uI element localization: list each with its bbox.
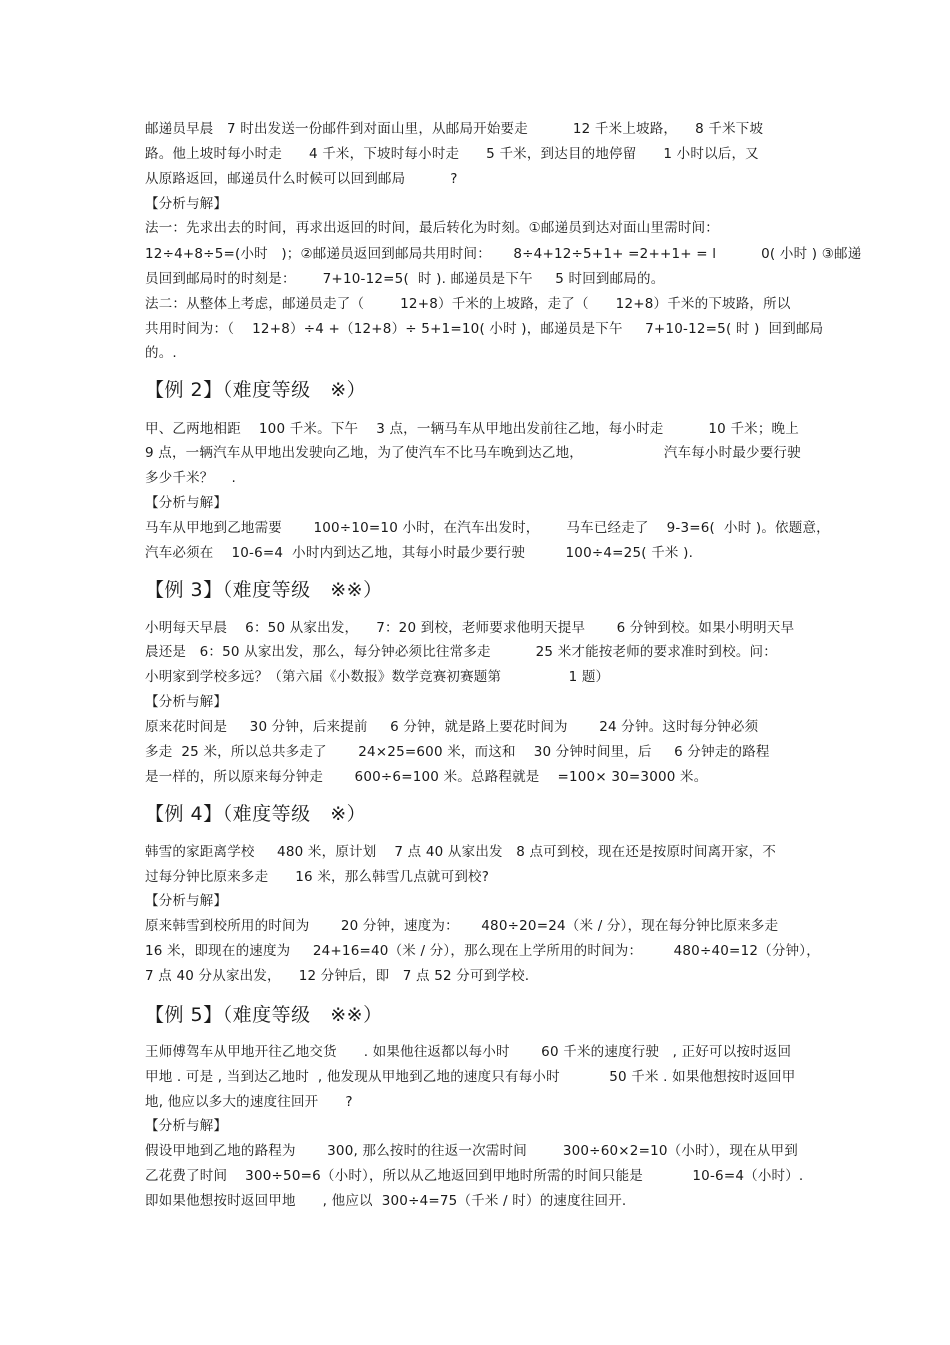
example3-text-line: 小明家到学校多远？（第六届《小数报》数学竞赛初赛题第 1 题） xyxy=(145,669,610,685)
example4-solution-line: 原来韩雪到校所用的时间为 20 分钟，速度为： 480÷20=24（米 / 分），现在每分钟比原来多走 xyxy=(145,918,779,934)
problem1-text-line: 路。他上坡时每小时走 4 千米，下坡时每小时走 5 千米，到达目的地停留 1 小时以后，又 xyxy=(145,146,759,162)
example4-solution-line: 7 点 40 分从家出发， 12 分钟后，即 7 点 52 分可到学校. xyxy=(145,968,530,984)
example5-heading: 【例 5】（难度等级 ※※） xyxy=(145,1004,383,1026)
example3-solution-line: 多走 25 米，所以总共多走了 24×25=600 米，而这和 30 分钟时间里，后 6 分钟走的路程 xyxy=(145,744,770,760)
analysis-label: 【分析与解】 xyxy=(145,893,228,909)
analysis-label: 【分析与解】 xyxy=(145,495,228,511)
analysis-label: 【分析与解】 xyxy=(145,694,228,710)
example4-solution-line: 16 米，即现在的速度为 24+16=40（米 / 分），那么现在上学所用的时间为： 480÷40=12（分钟）， xyxy=(145,943,820,959)
example2-text-line: 甲、乙两地相距 100 千米。下午 3 点，一辆马车从甲地出发前往乙地，每小时走 10 千米；晚上 xyxy=(145,421,799,437)
example5-solution-line: 假设甲地到乙地的路程为 300, 那么按时的往返一次需时间 300÷60×2=10（小时），现在从甲到 xyxy=(145,1143,798,1159)
example3-heading: 【例 3】（难度等级 ※※） xyxy=(145,579,383,601)
example4-text-line: 过每分钟比原来多走 16 米，那么韩雪几点就可到校? xyxy=(145,869,490,885)
problem1-text-line: 邮递员早晨 7 时出发送一份邮件到对面山里，从邮局开始要走 12 千米上坡路， 8 千米下坡 xyxy=(145,121,764,137)
example3-solution-line: 是一样的，所以原来每分钟走 600÷6=100 米。总路程就是 =100× 30=3000 米。 xyxy=(145,769,708,785)
example3-text-line: 小明每天早晨 6：50 从家出发， 7：20 到校，老师要求他明天提早 6 分钟到校。如果小明明天早 xyxy=(145,620,795,636)
example5-text-line: 甲地 . 可是 , 当到达乙地时 , 他发现从甲地到乙地的速度只有每小时 50 千米 . 如果他想按时返回甲 xyxy=(145,1069,796,1085)
analysis-label: 【分析与解】 xyxy=(145,1118,228,1134)
problem1-solution-line: 法一：先求出去的时间，再求出返回的时间，最后转化为时刻。①邮递员到达对面山里需时间： xyxy=(145,220,720,236)
example4-text-line: 韩雪的家距离学校 480 米，原计划 7 点 40 从家出发 8 点可到校，现在还是按原时间离开家，不 xyxy=(145,844,777,860)
example2-text-line: 多少千米？ . xyxy=(145,470,236,486)
problem1-solution-line: 法二：从整体上考虑，邮递员走了（ 12+8）千米的上坡路，走了（ 12+8）千米的下坡路，所以 xyxy=(145,296,791,312)
example3-text-line: 晨还是 6：50 从家出发，那么，每分钟必须比往常多走 25 米才能按老师的要求准时到校。问： xyxy=(145,644,777,660)
example4-heading: 【例 4】（难度等级 ※） xyxy=(145,803,367,825)
example2-solution-line: 汽车必须在 10-6=4 小时内到达乙地，其每小时最少要行驶 100÷4=25( 千米 ). xyxy=(145,545,694,561)
problem1-solution-line: 员回到邮局时的时刻是： 7+10-12=5( 时 ). 邮递员是下午 5 时回到邮局的。 xyxy=(145,271,665,287)
problem1-text-line: 从原路返回，邮递员什么时候可以回到邮局 ? xyxy=(145,171,458,187)
problem1-solution-line: 共用时间为：（ 12+8）÷4 +（12+8）÷ 5+1=10( 小时 )，邮递员是下午 7+10-12=5( 时 ) 回到邮局 xyxy=(145,321,824,337)
example5-solution-line: 乙花费了时间 300÷50=6（小时），所以从乙地返回到甲地时所需的时间只能是 10-6=4（小时）. xyxy=(145,1168,804,1184)
example5-text-line: 地, 他应以多大的速度往回开 ? xyxy=(145,1094,353,1110)
analysis-label: 【分析与解】 xyxy=(145,196,228,212)
example3-solution-line: 原来花时间是 30 分钟，后来提前 6 分钟，就是路上要花时间为 24 分钟。这时每分钟必须 xyxy=(145,719,759,735)
example5-solution-line: 即如果他想按时返回甲地 , 他应以 300÷4=75（千米 / 时）的速度往回开. xyxy=(145,1193,627,1209)
example2-solution-line: 马车从甲地到乙地需要 100÷10=10 小时，在汽车出发时， 马车已经走了 9-3=6( 小时 )。依题意， xyxy=(145,520,830,536)
example2-text-line: 9 点，一辆汽车从甲地出发驶向乙地，为了使汽车不比马车晚到达乙地， 汽车每小时最少要行驶 xyxy=(145,445,801,461)
example2-heading: 【例 2】（难度等级 ※） xyxy=(145,379,367,401)
problem1-solution-line: 12÷4+8÷5=(小时 )；②邮递员返回到邮局共用时间： 8÷4+12÷5+1+ =2++1+ = l 0( 小时 ) ③邮递 xyxy=(145,246,862,262)
problem1-solution-line: 的。. xyxy=(145,345,177,361)
example5-text-line: 王师傅驾车从甲地开往乙地交货 . 如果他往返都以每小时 60 千米的速度行驶 , 正好可以按时返回 xyxy=(145,1044,792,1060)
